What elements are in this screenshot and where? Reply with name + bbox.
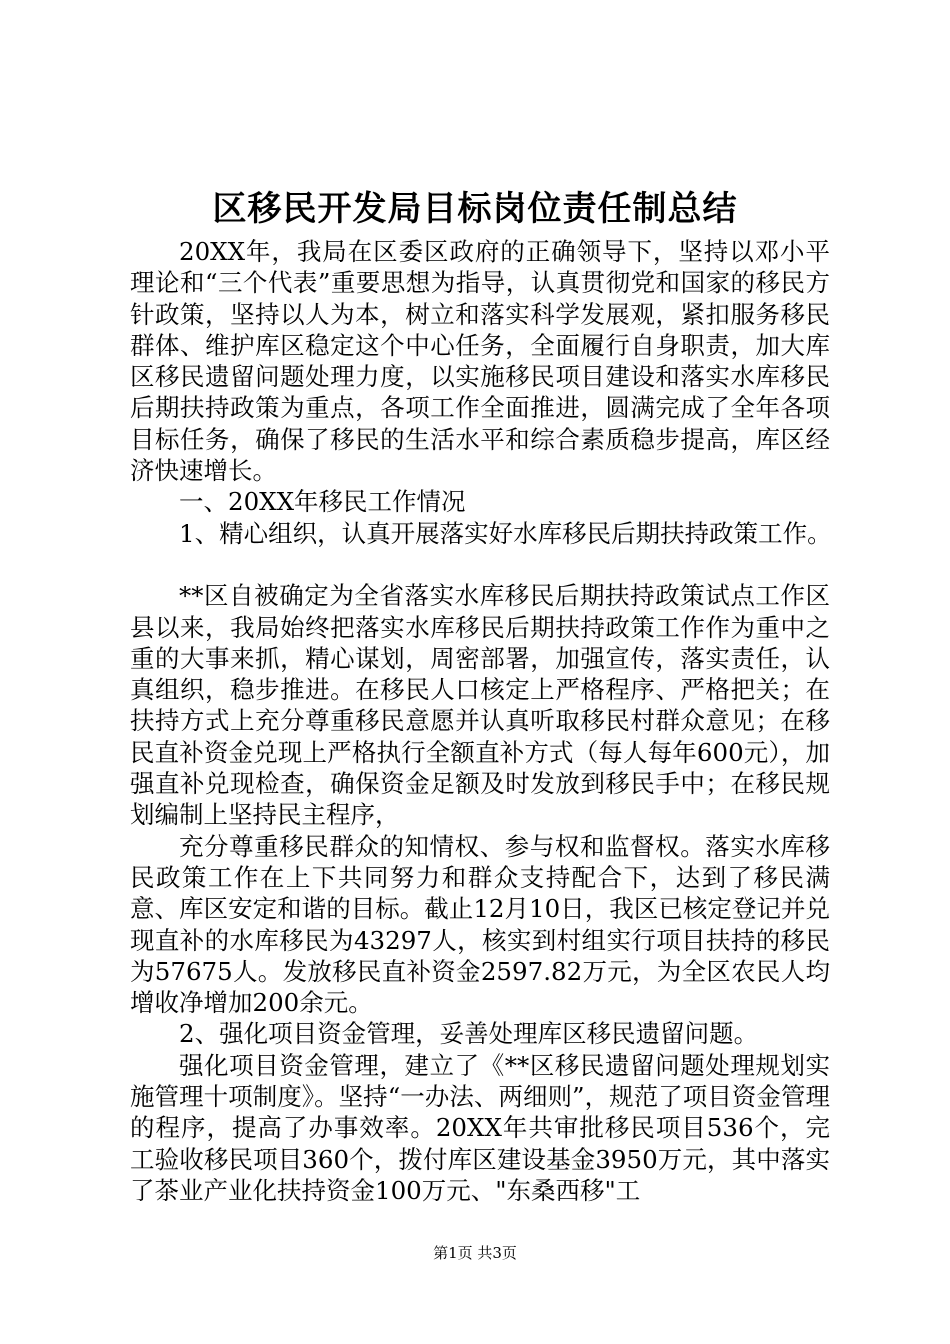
results-paragraph: 充分尊重移民群众的知情权、参与权和监督权。落实水库移民政策工作在上下共同努力和群众支持配合下，达到了移民满意、库区安定和谐的目标。截止12月10日，我区已核定登记并兑现直补的水库移民为43297人，核实到村组实行项目扶持的移民为57675人。发放移民直补资金2597.82万元，为全区农民人均增收净增加200余元。 (130, 831, 830, 1018)
policy-paragraph: **区自被确定为全省落实水库移民后期扶持政策试点工作区县以来，我局始终把落实水库移民后期扶持政策工作作为重中之重的大事来抓，精心谋划，周密部署，加强宣传，落实责任，认真组织，稳步推进。在移民人口核定上严格程序、严格把关；在扶持方式上充分尊重移民意愿并认真听取移民村群众意见；在移民直补资金兑现上严格执行全额直补方式（每人每年600元），加强直补兑现检查，确保资金足额及时发放到移民手中；在移民规划编制上坚持民主程序， (130, 581, 830, 830)
intro-paragraph: 20XX年，我局在区委区政府的正确领导下，坚持以邓小平理论和“三个代表”重要思想为指导，认真贯彻党和国家的移民方针政策，坚持以人为本，树立和落实科学发展观，紧扣服务移民群体、维护库区稳定这个中心任务，全面履行自身职责，加大库区移民遗留问题处理力度，以实施移民项目建设和落实水库移民后期扶持政策为重点，各项工作全面推进，圆满完成了全年各项目标任务，确保了移民的生活水平和综合素质稳步提高，库区经济快速增长。 (130, 237, 830, 486)
funds-paragraph: 强化项目资金管理，建立了《**区移民遗留问题处理规划实施管理十项制度》。坚持“一办法、两细则”，规范了项目资金管理的程序，提高了办事效率。20XX年共审批移民项目536个，完工验收移民项目360个，拨付库区建设基金3950万元，其中落实了茶业产业化扶持资金100万元、"东桑西移"工 (130, 1050, 830, 1205)
page-footer: 第1页 共3页 (433, 1244, 517, 1262)
section-heading: 一、20XX年移民工作情况 (179, 487, 466, 517)
subsection-heading-2: 2、强化项目资金管理，妥善处理库区移民遗留问题。 (179, 1019, 759, 1049)
document-title: 区移民开发局目标岗位责任制总结 (212, 189, 738, 229)
document-body (130, 236, 830, 1206)
subsection-heading-1: 1、精心组织，认真开展落实好水库移民后期扶持政策工作。 (179, 518, 832, 548)
blank-line (130, 549, 830, 580)
